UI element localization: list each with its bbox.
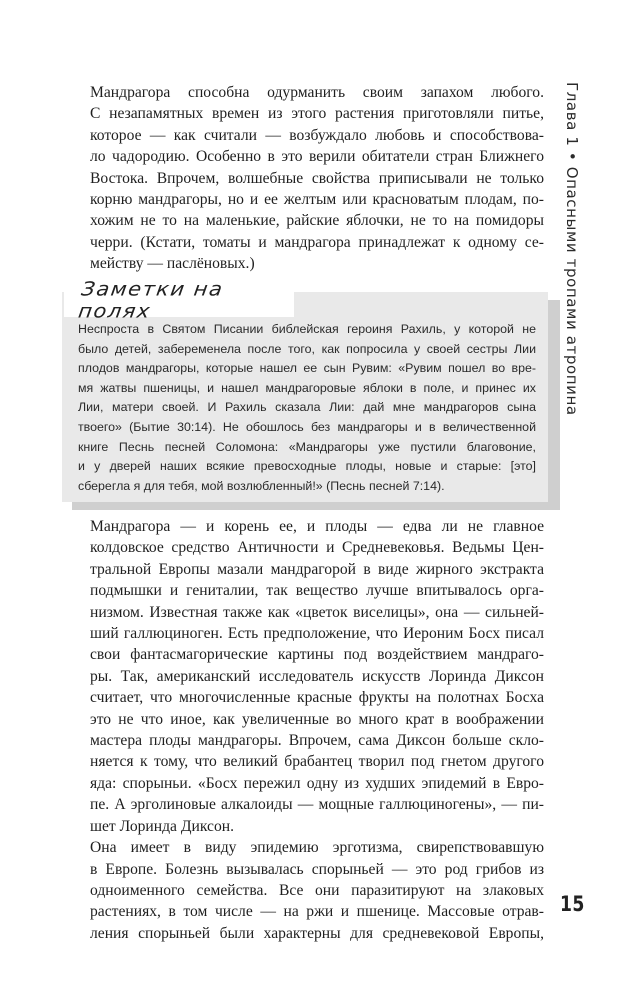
paragraph-ergotism xyxy=(60,837,544,944)
margin-note-heading-text: Заметки на полях xyxy=(76,277,226,323)
note-line: плодов мандрагоры, которые нашел ее сын Рувим: «Рувим пошел во вре- xyxy=(78,361,536,376)
text-line: Востока. Впрочем, волшебные свойства приписывали не только xyxy=(90,169,544,187)
text-line: няется к тому, что великий брабантец творил под гнетом другого xyxy=(90,753,544,771)
text-line: ший галлюциноген. Есть предположение, что Иероним Босх писал xyxy=(90,625,544,643)
text-line: одноименного семейства. Все они паразитируют на злаковых xyxy=(90,881,544,899)
text-line: Мандрагора способна одурманить своим запахом любого. xyxy=(90,84,544,101)
text-line: считает, что многочисленные красные фрукты на полотнах Босха xyxy=(90,689,544,707)
text-line: подмышки и гениталии, так вещество лучше впитывалось орга- xyxy=(90,582,544,600)
note-line: мя жатвы пшеницы, и нашел мандрагоровые яблоки в поле, и принес их xyxy=(78,380,536,395)
text-line: корню мандрагоры, но и ее желтым или красноватым плодам, по- xyxy=(90,191,544,209)
margin-note-heading xyxy=(64,277,294,323)
margin-note-text xyxy=(78,320,536,496)
chapter-label: Глава 1 xyxy=(563,82,581,147)
page-number: 15 xyxy=(560,892,585,916)
text-line: С незапамятных времен из этого растения приготовляли питье, xyxy=(90,105,544,123)
note-line: Лии, матери своей. И Рахиль сказала Лии: дай мне мандрагоров сына xyxy=(78,400,536,415)
text-line: в Европе. Болезнь вызывалась спорыньей — это род грибов из xyxy=(90,860,544,878)
running-header xyxy=(557,82,581,416)
text-line: хожим не то на маленькие, райские яблочки, не то на помидоры xyxy=(90,212,544,230)
text-line: свои фантасмагорические картины под воздействием мандраго- xyxy=(90,646,544,664)
text-line: мастера плоды мандрагоры. Впрочем, сама Диксон больше скло- xyxy=(90,732,544,750)
text-line: низмом. Известная также как «цветок виселицы», она — сильней- xyxy=(90,603,544,621)
note-line: и у дверей наших всякие превосходные плоды, новые и старые: [это] xyxy=(78,459,536,474)
text-line: Мандрагора — и корень ее, и плоды — едва ли не главное xyxy=(90,518,544,535)
note-line: книге Песнь песней Соломона: «Мандрагоры уже пустили благовоние, xyxy=(78,439,536,454)
text-line: это не что иное, как увеличенные во много крат в воображении xyxy=(90,710,544,728)
text-line: растениях, в том числе — на ржи и пшенице. Массовые отрав- xyxy=(90,903,544,921)
text-line: ры. Так, американский исследователь искусств Лоринда Диксон xyxy=(90,667,544,685)
paragraph-witchcraft xyxy=(60,516,544,837)
paragraph-mandrake-scent xyxy=(60,82,544,275)
text-line: мейству — паслёновых.) xyxy=(90,255,255,273)
chapter-title: Опасными тропами атропина xyxy=(563,166,581,416)
note-line: Неспроста в Святом Писании библейская героиня Рахиль, у которой не xyxy=(78,322,536,336)
body-text-bottom xyxy=(60,516,544,944)
text-line: Она имеет в виду эпидемию эрготизма, свирепствовавшую xyxy=(90,839,544,857)
header-bullet: • xyxy=(563,151,581,162)
note-line: сберегла я для тебя, мой возлюбленный!» (Песнь песней 7:14). xyxy=(78,478,445,493)
note-line: твоего» (Бытие 30:14). Не обошлось без мандрагоры и в величественной xyxy=(78,419,536,434)
text-line: черри. (Кстати, томаты и мандрагора принадлежат к одному се- xyxy=(90,233,544,251)
text-line: тральной Европы мазали мандрагорой в виде жирного экстракта xyxy=(90,560,544,578)
text-line: которое — как считали — возбуждало любовь и способствова- xyxy=(90,126,544,144)
text-line: яда: спорыньи. «Босх пережил одну из худших эпидемий в Евро- xyxy=(90,774,544,792)
text-line: пе. А эрголиновые алкалоиды — мощные галлюциногены», — пи- xyxy=(90,796,544,814)
note-line: было детей, забеременела после того, как попросила у своей сестры Лии xyxy=(78,341,536,356)
text-line: шет Лоринда Диксон. xyxy=(90,817,234,835)
text-line: ления спорыньей были характерны для средневековой Европы, xyxy=(90,924,544,942)
body-text-top xyxy=(60,82,544,275)
text-line: колдовское средство Античности и Средневековья. Ведьмы Цен- xyxy=(90,539,544,557)
text-line: ло чадородию. Особенно в это верили обитатели стран Ближнего xyxy=(90,148,544,166)
